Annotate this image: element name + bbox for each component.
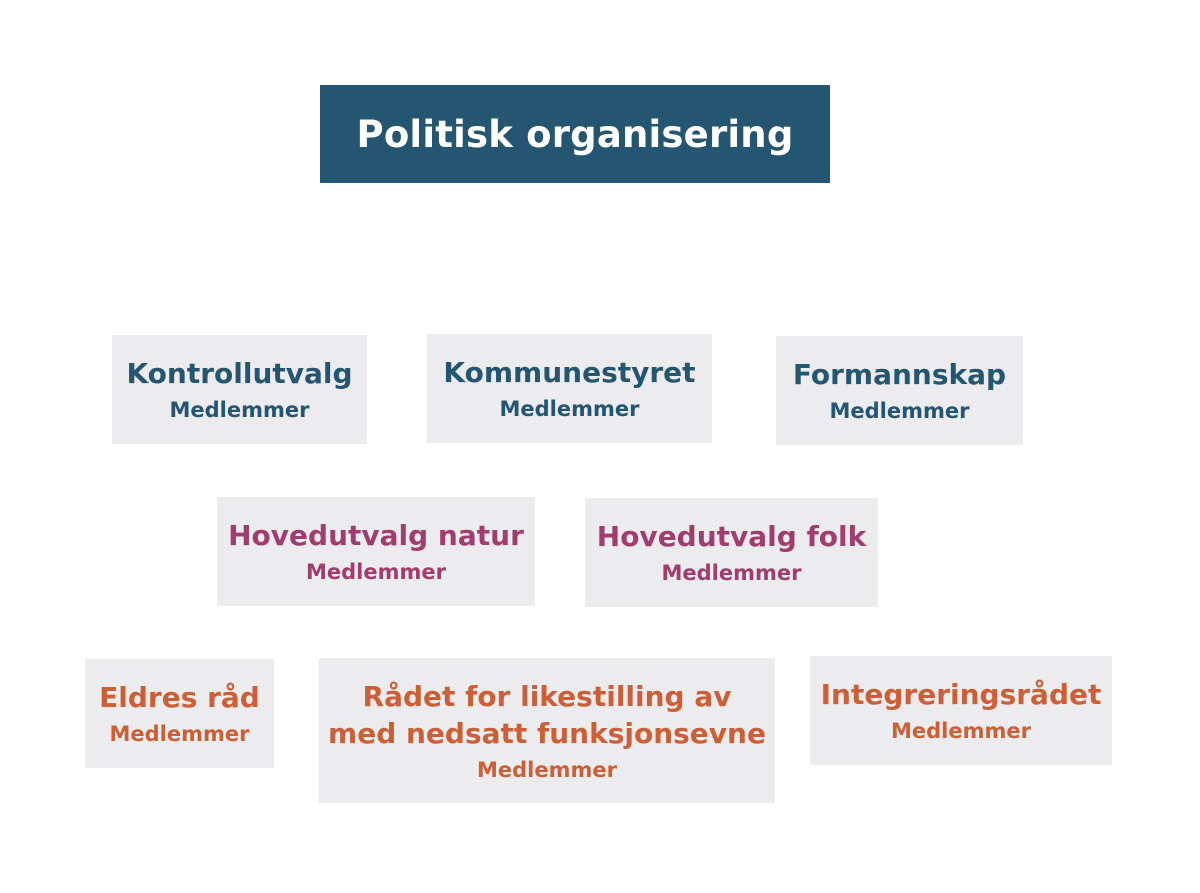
node-name: Formannskap bbox=[792, 358, 1007, 391]
node-subtitle: Medlemmer bbox=[477, 757, 617, 782]
node-eldres-rad bbox=[85, 659, 274, 768]
node-subtitle: Medlemmer bbox=[661, 561, 802, 585]
node-name: Integreringsrådet bbox=[820, 678, 1102, 711]
node-name: Hovedutvalg folk bbox=[596, 520, 867, 553]
node-name-line-2: med nedsatt funksjonsevne bbox=[328, 716, 766, 750]
node-subtitle: Medlemmer bbox=[109, 722, 250, 746]
page-title-banner bbox=[320, 85, 830, 183]
node-subtitle: Medlemmer bbox=[499, 397, 640, 421]
node-subtitle: Medlemmer bbox=[891, 719, 1031, 743]
node-name-line-1: Rådet for likestilling av bbox=[362, 679, 732, 713]
node-kontrollutvalg bbox=[112, 335, 367, 444]
node-name: Kontrollutvalg bbox=[126, 357, 353, 390]
node-kommunestyret bbox=[427, 334, 712, 443]
node-hovedutvalg-natur bbox=[217, 497, 535, 606]
node-integreringsradet bbox=[810, 656, 1112, 765]
node-subtitle: Medlemmer bbox=[306, 560, 446, 584]
node-hovedutvalg-folk bbox=[585, 498, 878, 607]
node-name: Kommunestyret bbox=[443, 356, 696, 389]
page-title: Politisk organisering bbox=[356, 112, 794, 156]
node-radet-likestilling bbox=[319, 658, 775, 803]
node-subtitle: Medlemmer bbox=[829, 399, 970, 423]
node-formannskap bbox=[776, 336, 1023, 445]
node-name: Eldres råd bbox=[99, 681, 260, 714]
node-subtitle: Medlemmer bbox=[169, 398, 310, 422]
node-name: Hovedutvalg natur bbox=[228, 519, 524, 552]
